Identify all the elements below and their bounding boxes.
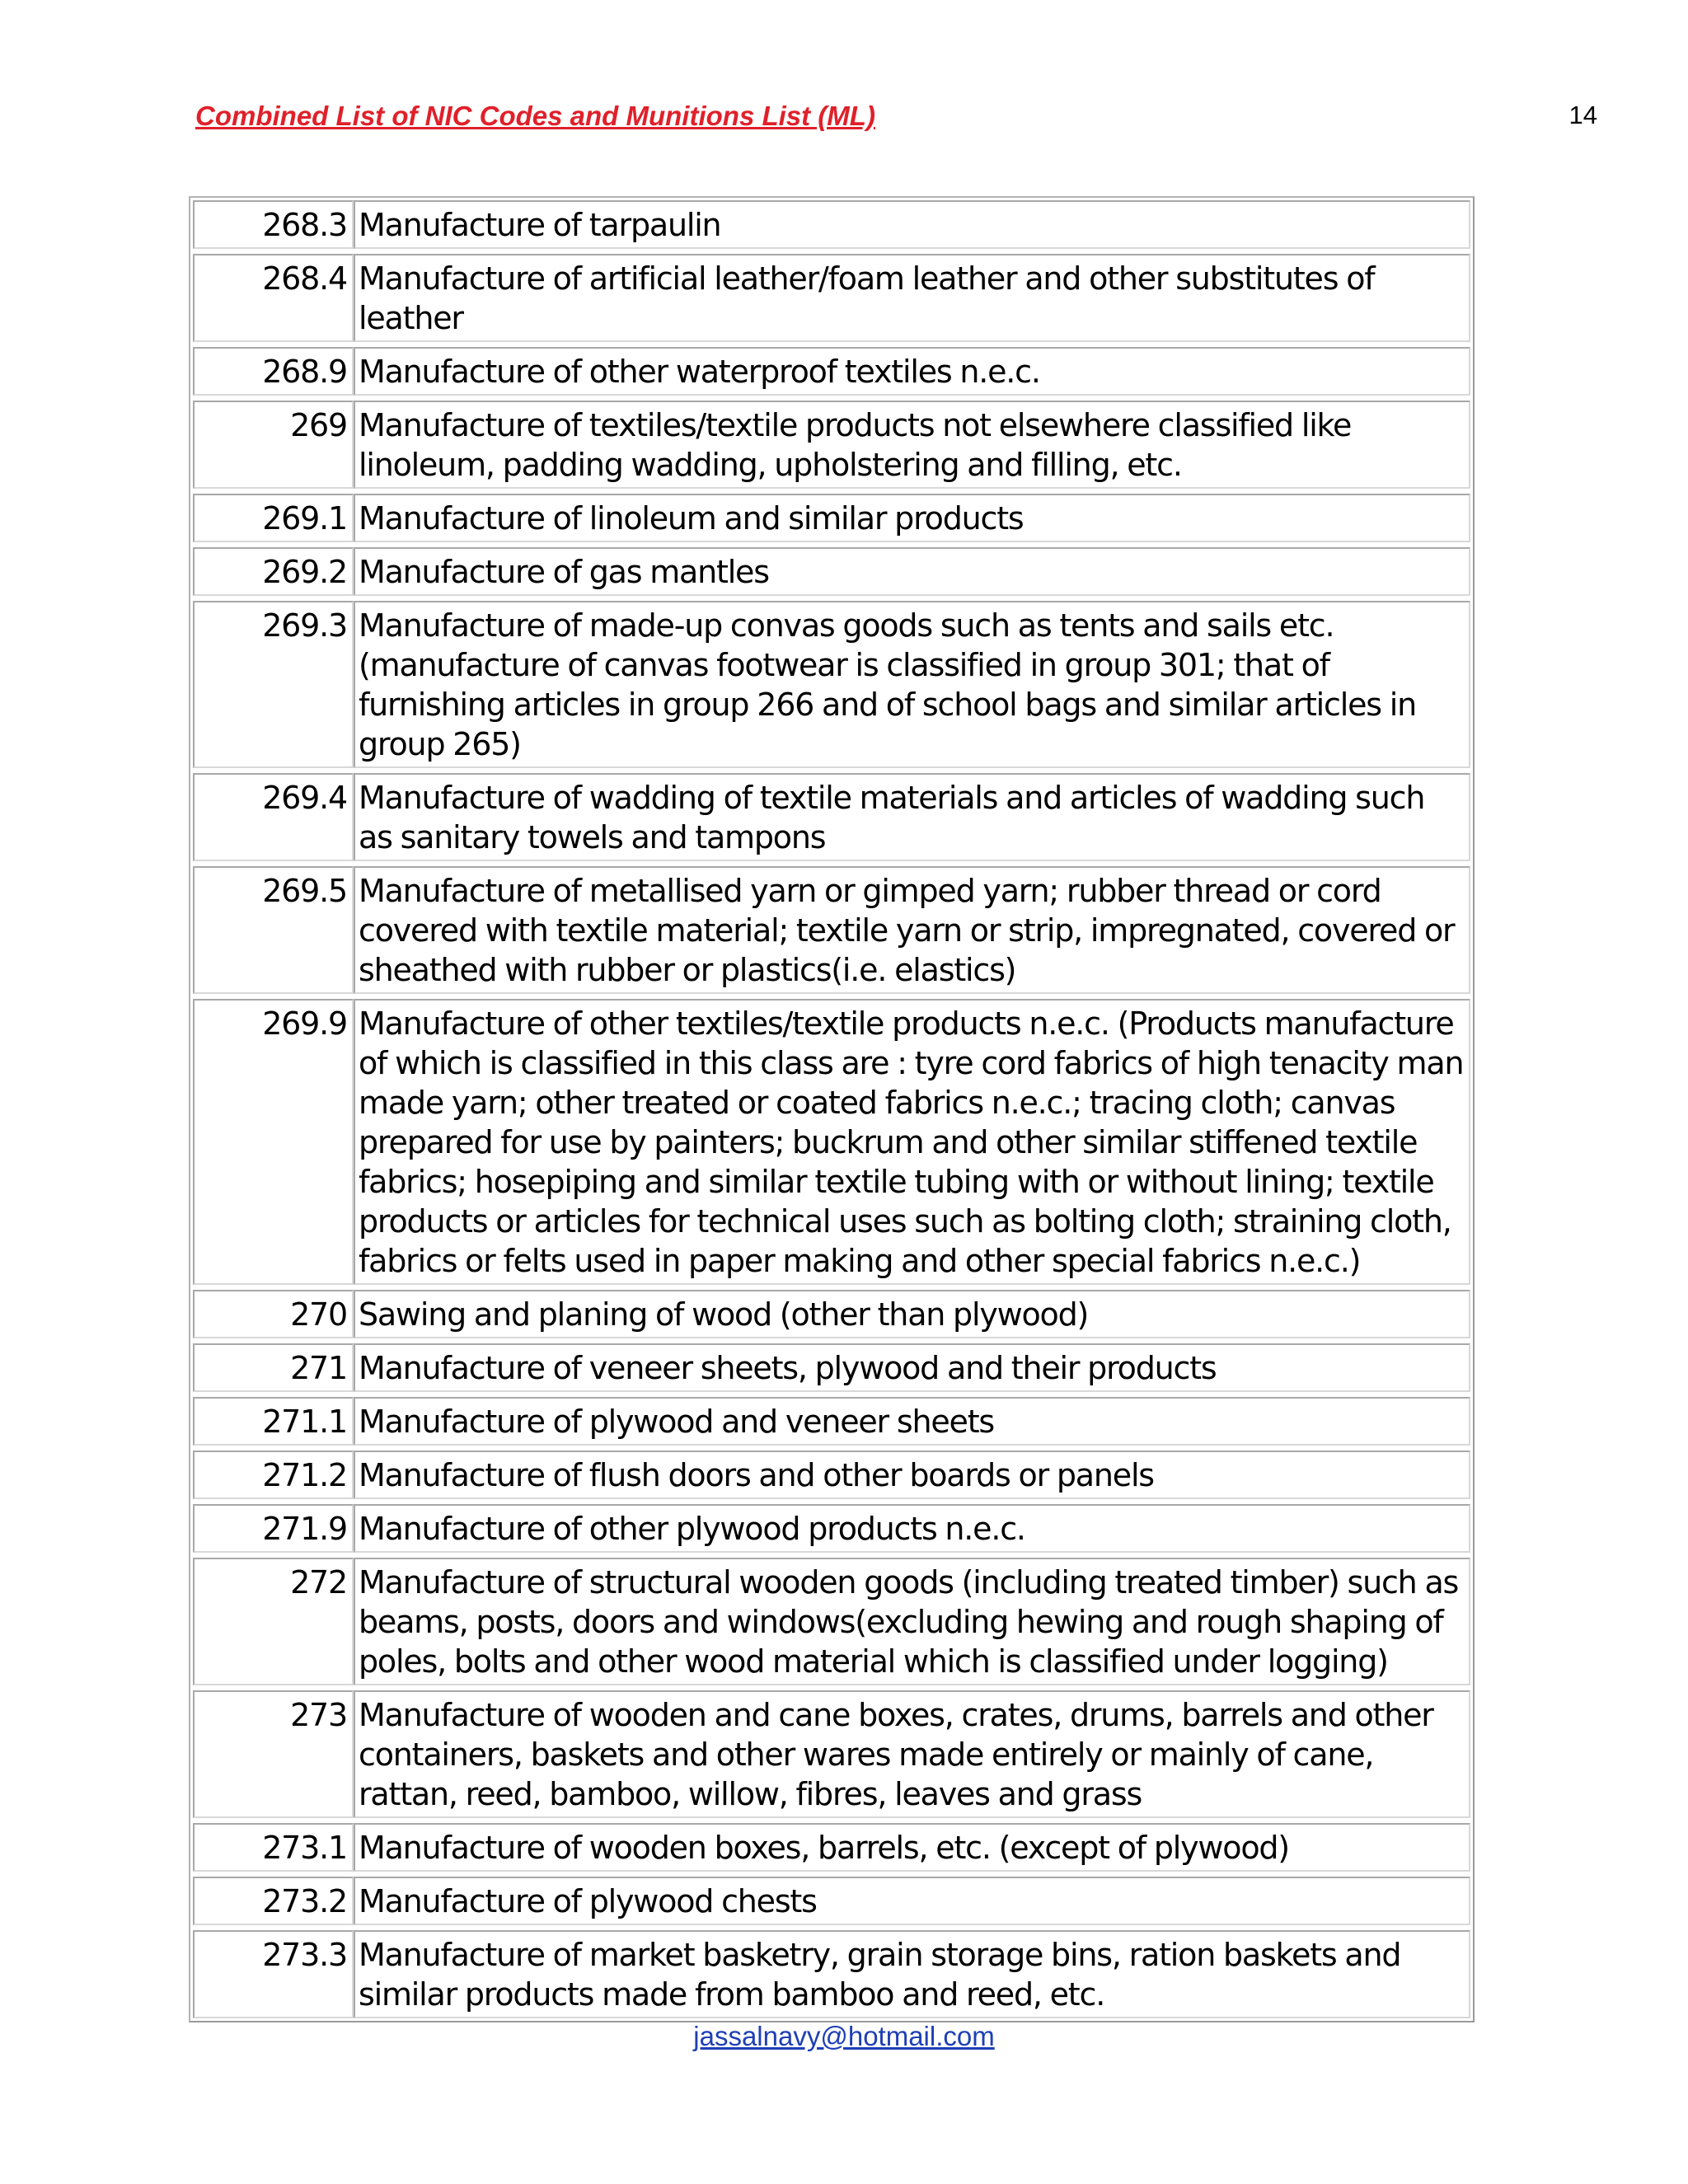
nic-code-cell: 271.2	[193, 1451, 354, 1499]
nic-code-cell: 269.2	[193, 547, 354, 596]
description-cell: Manufacture of other plywood products n.e.c.	[354, 1504, 1470, 1553]
nic-codes-grid	[193, 195, 1470, 2023]
nic-code-cell: 271	[193, 1343, 354, 1392]
table-row	[193, 773, 1470, 861]
table-row	[193, 200, 1470, 249]
description-cell: Manufacture of gas mantles	[354, 547, 1470, 596]
description-cell: Manufacture of structural wooden goods (including treated timber) such as beams, posts, doors and windows(excluding hewing and rough shaping of poles, bolts and other wood material which is classified under logging)	[354, 1558, 1470, 1685]
nic-code-cell: 273	[193, 1690, 354, 1818]
description-cell: Manufacture of metallised yarn or gimped yarn; rubber thread or cord covered with textile material; textile yarn or strip, impregnated, covered or sheathed with rubber or plastics(i.e. elastics)	[354, 866, 1470, 994]
table-row	[193, 1343, 1470, 1392]
description-cell: Manufacture of wooden boxes, barrels, etc. (except of plywood)	[354, 1823, 1470, 1872]
description-cell: Manufacture of plywood chests	[354, 1877, 1470, 1925]
description-cell: Manufacture of other waterproof textiles n.e.c.	[354, 347, 1470, 396]
nic-code-cell: 273.2	[193, 1877, 354, 1925]
page-number: 14	[1568, 101, 1597, 129]
description-cell: Manufacture of wooden and cane boxes, crates, drums, barrels and other containers, baskets and other wares made entirely or mainly of cane, rattan, reed, bamboo, willow, fibres, leaves and grass	[354, 1690, 1470, 1818]
description-cell: Sawing and planing of wood (other than plywood)	[354, 1290, 1470, 1338]
description-cell: Manufacture of market basketry, grain storage bins, ration baskets and similar products made from bamboo and reed, etc.	[354, 1930, 1470, 2018]
nic-code-cell: 269.5	[193, 866, 354, 994]
description-cell: Manufacture of artificial leather/foam leather and other substitutes of leather	[354, 254, 1470, 342]
nic-code-cell: 268.9	[193, 347, 354, 396]
table-row	[193, 1558, 1470, 1685]
table-row	[193, 547, 1470, 596]
document-title: Combined List of NIC Codes and Munitions List (ML)	[195, 101, 875, 131]
table-row	[193, 1690, 1470, 1818]
table-row	[193, 1504, 1470, 1553]
nic-codes-table	[189, 196, 1475, 2022]
table-row	[193, 347, 1470, 396]
nic-code-cell: 271.9	[193, 1504, 354, 1553]
nic-code-cell: 269.1	[193, 494, 354, 542]
nic-code-cell: 269.4	[193, 773, 354, 861]
description-cell: Manufacture of plywood and veneer sheets	[354, 1397, 1470, 1446]
description-cell: Manufacture of made-up convas goods such as tents and sails etc.(manufacture of canvas footwear is classified in group 301; that of furnishing articles in group 266 and of school bags and similar articles in group 265)	[354, 601, 1470, 768]
table-row	[193, 1930, 1470, 2018]
nic-code-cell: 268.3	[193, 200, 354, 249]
description-cell: Manufacture of wadding of textile materials and articles of wadding such as sanitary towels and tampons	[354, 773, 1470, 861]
nic-code-cell: 269.9	[193, 999, 354, 1285]
nic-code-cell: 269.3	[193, 601, 354, 768]
nic-code-cell: 273.3	[193, 1930, 354, 2018]
table-row	[193, 866, 1470, 994]
table-row	[193, 1290, 1470, 1338]
table-row	[193, 999, 1470, 1285]
nic-code-cell: 271.1	[193, 1397, 354, 1446]
table-row	[193, 1397, 1470, 1446]
nic-code-cell: 273.1	[193, 1823, 354, 1872]
table-row	[193, 401, 1470, 489]
nic-code-cell: 272	[193, 1558, 354, 1685]
table-body	[193, 200, 1470, 2018]
description-cell: Manufacture of textiles/textile products not elsewhere classified like linoleum, padding wadding, upholstering and filling, etc.	[354, 401, 1470, 489]
description-cell: Manufacture of linoleum and similar products	[354, 494, 1470, 542]
table-row	[193, 601, 1470, 768]
nic-code-cell: 269	[193, 401, 354, 489]
description-cell: Manufacture of other textiles/textile products n.e.c. (Products manufacture of which is classified in this class are : tyre cord fabrics of high tenacity man made yarn; other treated or coated fabrics n.e.c.; tracing cloth; canvas prepared for use by painters; buckrum and other similar stiffened textile fabrics; hosepiping and similar textile tubing with or without lining; textile products or articles for technical uses such as bolting cloth; straining cloth, fabrics or felts used in paper making and other special fabrics n.e.c.)	[354, 999, 1470, 1285]
description-cell: Manufacture of flush doors and other boards or panels	[354, 1451, 1470, 1499]
table-row	[193, 1877, 1470, 1925]
table-row	[193, 1823, 1470, 1872]
description-cell: Manufacture of tarpaulin	[354, 200, 1470, 249]
table-row	[193, 1451, 1470, 1499]
nic-code-cell: 270	[193, 1290, 354, 1338]
table-row	[193, 494, 1470, 542]
nic-code-cell: 268.4	[193, 254, 354, 342]
description-cell: Manufacture of veneer sheets, plywood and their products	[354, 1343, 1470, 1392]
table-row	[193, 254, 1470, 342]
footer-email-link[interactable]: jassalnavy@hotmail.com	[693, 2021, 995, 2051]
